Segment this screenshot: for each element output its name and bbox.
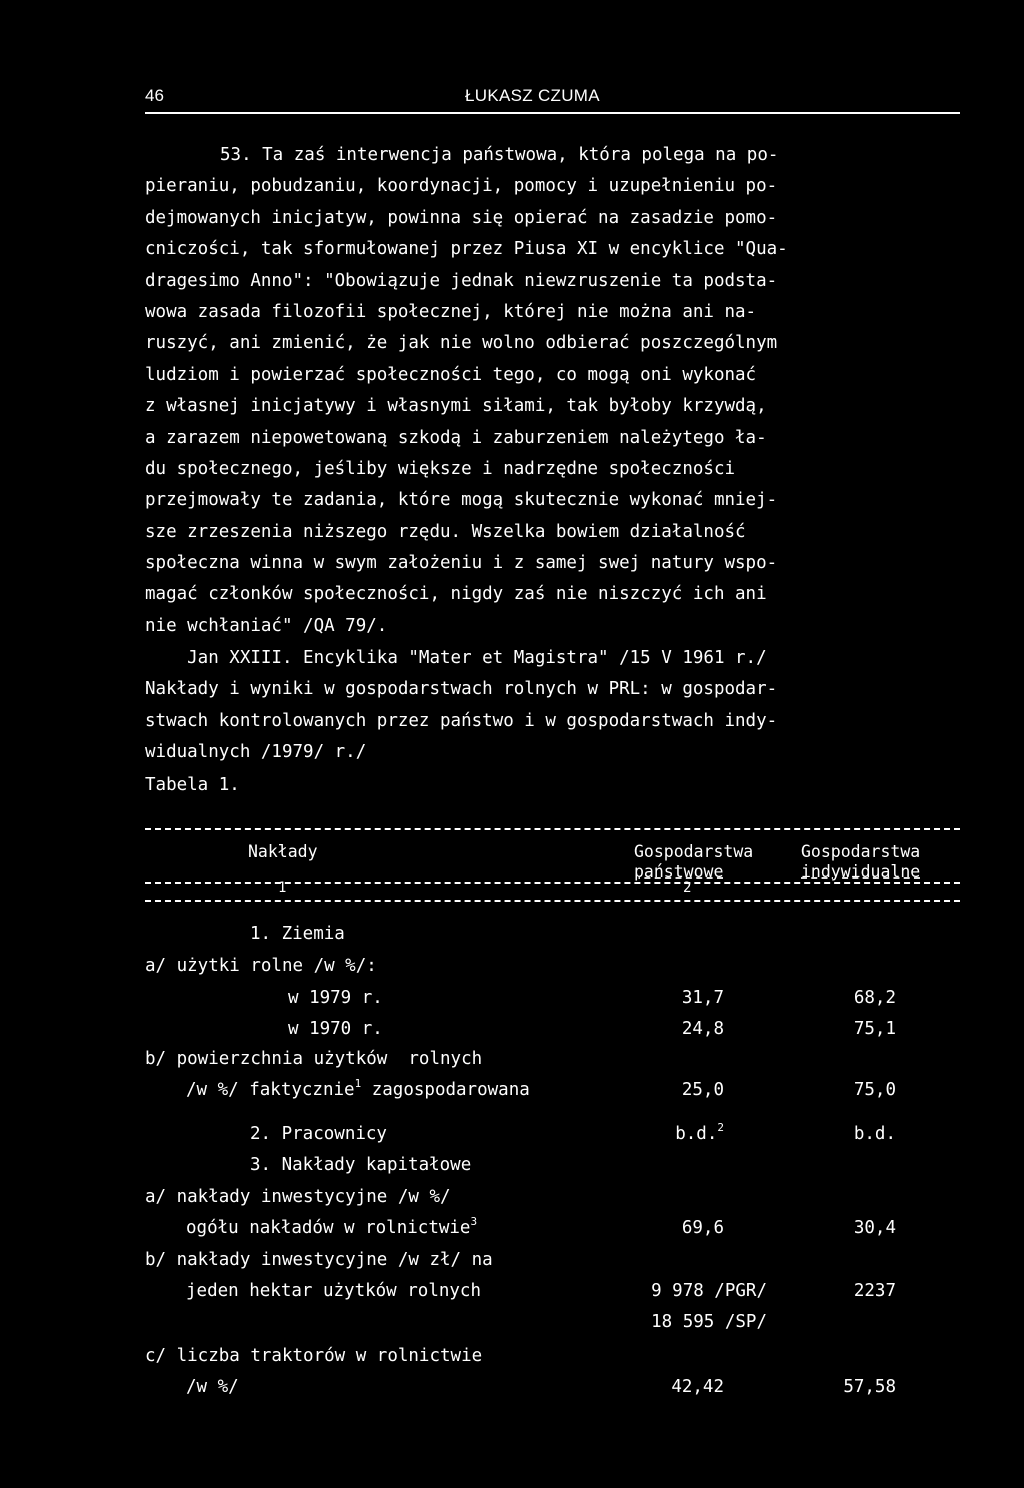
paragraph-line: dragesimo Anno": "Obowiązuje jednak niewzruszenie ta podsta- xyxy=(145,270,778,291)
table-row xyxy=(0,1049,1024,1079)
table-row xyxy=(0,1281,1024,1311)
row-label: w 1970 r. xyxy=(288,1019,383,1039)
row-label: jeden hektar użytków rolnych xyxy=(186,1281,482,1301)
table-row xyxy=(0,1346,1024,1376)
row-label-text: ogółu nakładów w rolnictwie xyxy=(186,1218,471,1238)
paragraph-line: nie wchłaniać" /QA 79/. xyxy=(145,615,388,636)
value-indywidualne: 75,1 xyxy=(853,1019,896,1039)
column-number-2: 2 xyxy=(683,880,692,896)
table-rule-header xyxy=(145,882,960,884)
footnote-marker: 2 xyxy=(717,1121,724,1134)
row-label xyxy=(186,1077,530,1100)
table-row xyxy=(0,1019,1024,1049)
value-indywidualne: 68,2 xyxy=(853,988,896,1008)
table-rule-numbers xyxy=(145,900,960,902)
table-row xyxy=(0,1312,1024,1342)
running-head-author: ŁUKASZ CZUMA xyxy=(465,86,600,105)
table-row xyxy=(0,1121,1024,1154)
value-indywidualne: b.d. xyxy=(853,1124,896,1144)
value-panstwowe: 9 978 /PGR/ xyxy=(651,1281,767,1301)
row-label-text: /w %/ faktycznie xyxy=(186,1080,355,1100)
row-label-tail: zagospodarowana xyxy=(361,1080,530,1100)
paragraph-line: wowa zasada filozofii społecznej, której nie można ani na- xyxy=(145,301,757,322)
row-label: w 1979 r. xyxy=(288,988,383,1008)
table-row xyxy=(0,956,1024,986)
table-header-panstwowe-line1: Gospodarstwa xyxy=(634,842,754,861)
row-label: c/ liczba traktorów w rolnictwie xyxy=(145,1346,483,1366)
paragraph-line: sze zrzeszenia niższego rzędu. Wszelka bowiem działalność xyxy=(145,521,746,542)
paragraph-line: 53. Ta zaś interwencja państwowa, która polega na po- xyxy=(220,145,779,165)
table-row xyxy=(0,1377,1024,1407)
paragraph-line: dejmowanych inicjatyw, powinna się opierać na zasadzie pomo- xyxy=(145,207,778,228)
table-header-indywidualne-line1: Gospodarstwa xyxy=(801,842,921,861)
row-label: 1. Ziemia xyxy=(250,924,345,944)
table-row xyxy=(0,1187,1024,1217)
paragraph-line: magać członków społeczności, nigdy zaś nie niszczyć ich ani xyxy=(145,584,767,605)
paragraph-line: z własnej inicjatywy i własnymi siłami, tak byłoby krzywdą, xyxy=(145,396,767,417)
table-row xyxy=(0,1155,1024,1185)
value-indywidualne: 30,4 xyxy=(853,1218,896,1238)
paragraph-line: a zarazem niepowetowaną szkodą i zaburzeniem należytego ła- xyxy=(145,427,767,448)
source-line: stwach kontrolowanych przez państwo i w gospodarstwach indy- xyxy=(145,710,778,731)
table-row xyxy=(0,1215,1024,1248)
table-rule-top xyxy=(145,828,960,830)
table-header-indywidualne-line2: indywidualne xyxy=(801,862,921,881)
paragraph-line: przejmowały te zadania, które mogą skutecznie wykonać mniej- xyxy=(145,490,778,511)
table-row xyxy=(0,1077,1024,1110)
row-label: a/ użytki rolne /w %/: xyxy=(145,956,377,976)
table-caption: Tabela 1. xyxy=(145,775,240,795)
row-label: 2. Pracownicy xyxy=(250,1124,387,1144)
page-header xyxy=(145,86,960,110)
row-label xyxy=(186,1215,478,1238)
source-line: Jan XXIII. Encyklika "Mater et Magistra" /15 V 1961 r./ xyxy=(145,648,767,668)
footnote-marker: 1 xyxy=(354,1077,362,1090)
paragraph-line: ruszyć, ani zmienić, że jak nie wolno odbierać poszczególnym xyxy=(145,333,778,354)
row-label: a/ nakłady inwestycyjne /w %/ xyxy=(145,1187,451,1207)
body-paragraph xyxy=(145,140,945,642)
value-text: b.d. xyxy=(675,1124,718,1144)
value-panstwowe: 18 595 /SP/ xyxy=(651,1312,767,1332)
value-panstwowe: 42,42 xyxy=(671,1377,724,1397)
value-panstwowe: 25,0 xyxy=(681,1080,724,1100)
row-label: b/ nakłady inwestycyjne /w zł/ na xyxy=(145,1250,493,1270)
value-panstwowe: 24,8 xyxy=(681,1019,724,1039)
table-header-panstwowe-line2: państwowe xyxy=(634,862,724,881)
row-label: 3. Nakłady kapitałowe xyxy=(250,1155,472,1175)
paragraph-line: cniczości, tak sformułowanej przez Piusa XI w encyklice "Qua- xyxy=(145,239,788,260)
row-label: /w %/ xyxy=(186,1377,239,1397)
value-panstwowe xyxy=(675,1121,724,1144)
source-line: Nakłady i wyniki w gospodarstwach rolnych w PRL: w gospodar- xyxy=(145,679,778,700)
source-block xyxy=(145,643,945,769)
table-row xyxy=(0,1250,1024,1280)
page-number: 46 xyxy=(145,86,164,105)
table-row xyxy=(0,988,1024,1018)
source-line: widualnych /1979/ r./ xyxy=(145,742,367,763)
value-panstwowe: 69,6 xyxy=(681,1218,724,1238)
paragraph-line: społeczna winna w swym założeniu i z samej swej natury wspo- xyxy=(145,553,778,574)
footnote-marker: 3 xyxy=(470,1215,478,1228)
column-number-1: 1 xyxy=(278,880,287,896)
paragraph-line: pieraniu, pobudzaniu, koordynacji, pomocy i uzupełnieniu po- xyxy=(145,176,778,197)
value-indywidualne: 2237 xyxy=(853,1281,896,1301)
row-label: b/ powierzchnia użytków rolnych xyxy=(145,1049,483,1069)
value-panstwowe: 31,7 xyxy=(681,988,724,1008)
paragraph-line: du społecznego, jeśliby większe i nadrzędne społeczności xyxy=(145,458,736,479)
header-rule xyxy=(145,112,960,114)
paragraph-line: ludziom i powierzać społeczności tego, co mogą oni wykonać xyxy=(145,364,757,385)
table-row xyxy=(0,924,1024,954)
value-indywidualne: 75,0 xyxy=(853,1080,896,1100)
table-header-naklady: Nakłady xyxy=(248,842,318,861)
value-indywidualne: 57,58 xyxy=(843,1377,896,1397)
